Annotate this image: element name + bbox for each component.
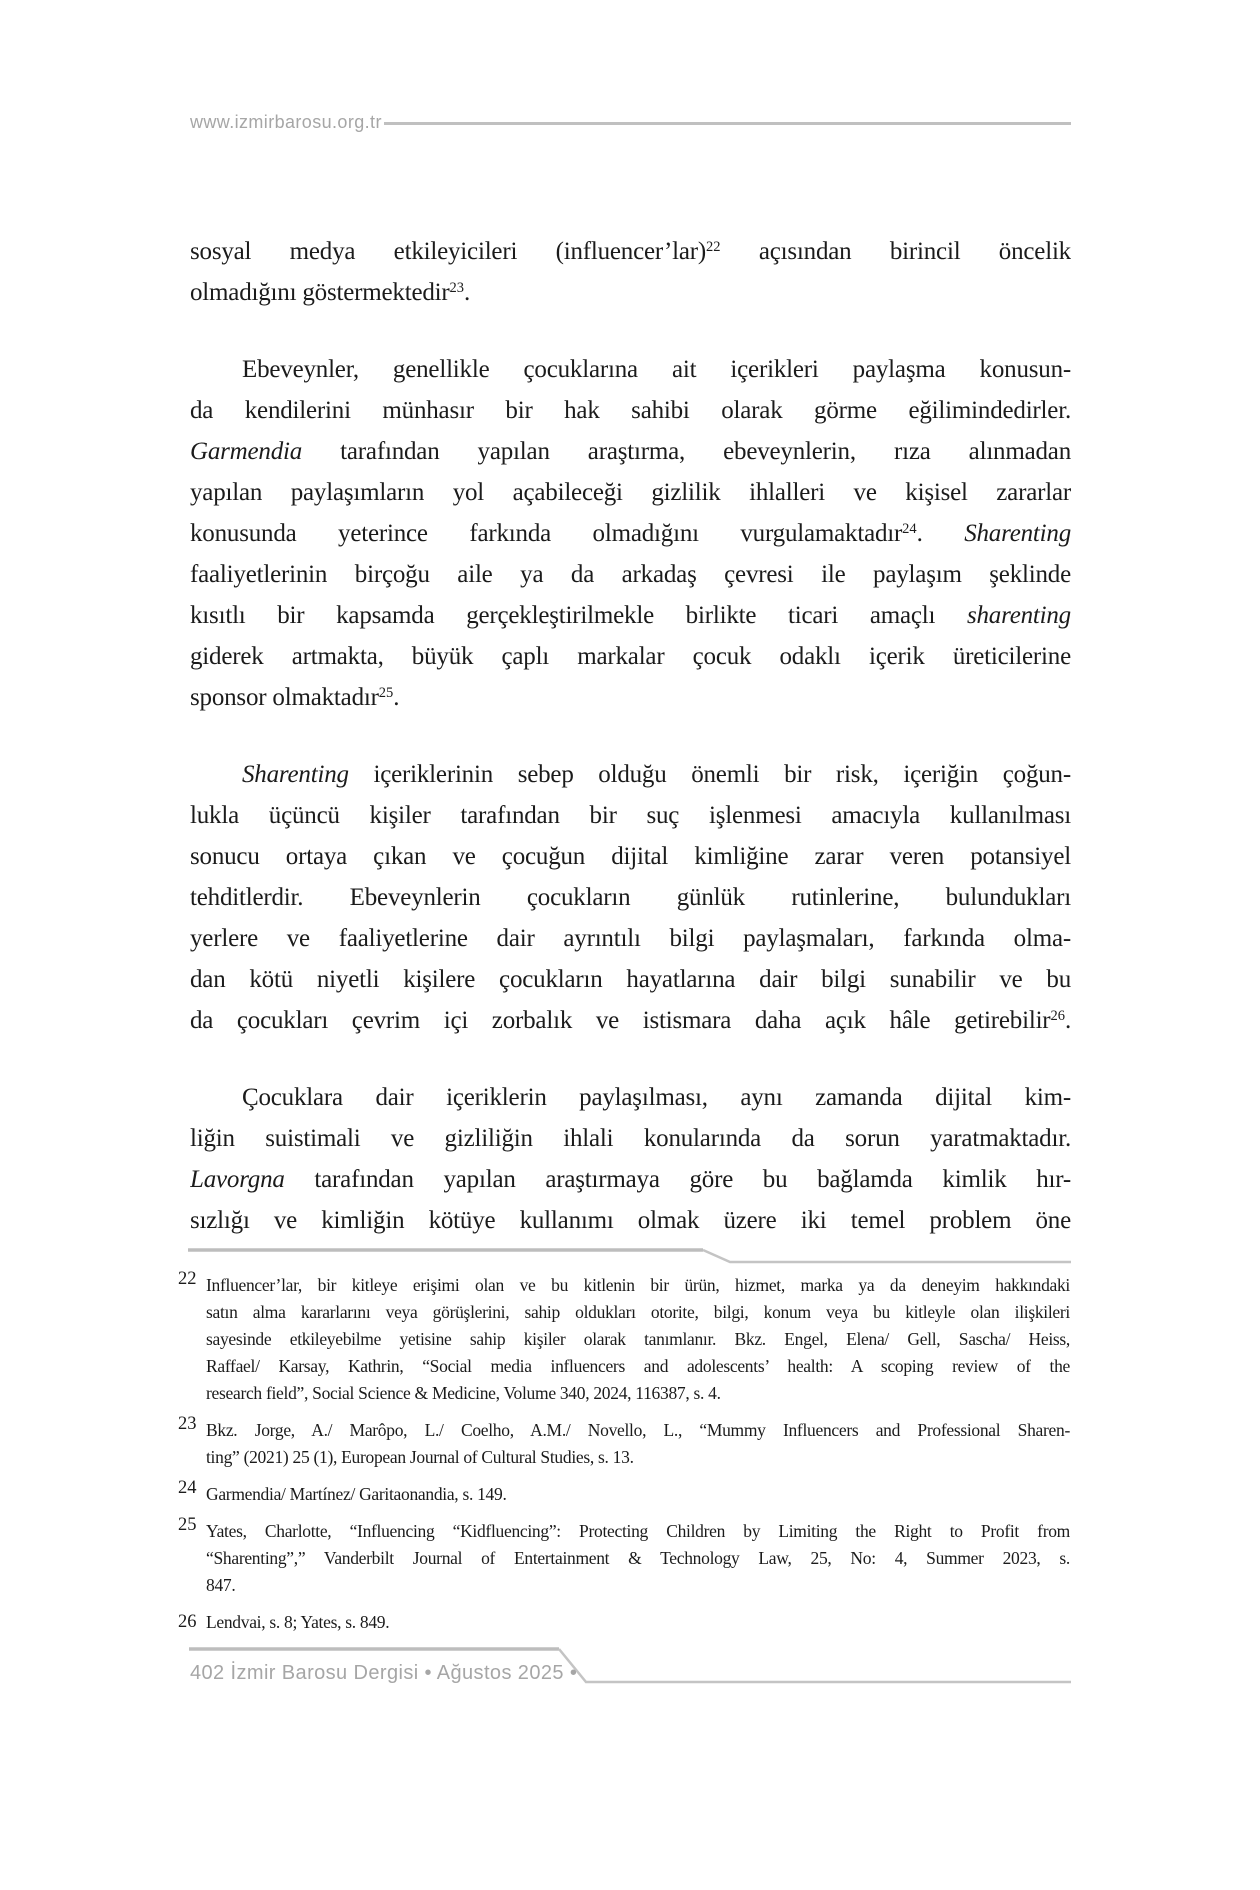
footnote-line: Influencer’lar, bir kitleye erişimi olan ve bu kitlenin bir ürün, hizmet, marka ya da deneyim hakkındaki bbox=[206, 1275, 1070, 1295]
page-header bbox=[190, 112, 1071, 133]
footnote-number: 24 bbox=[178, 1478, 197, 1498]
footnote bbox=[178, 1269, 1070, 1407]
text-segment: sharenting bbox=[966, 602, 1071, 629]
text-line bbox=[190, 1200, 1071, 1241]
text-segment: sponsor olmaktadır bbox=[190, 684, 379, 711]
footnote-text bbox=[206, 1272, 1070, 1407]
text-line bbox=[190, 754, 1071, 795]
footer-page-info: 402 İzmir Barosu Dergisi • Ağustos 2025 • bbox=[190, 1662, 578, 1684]
footnote-ref: 24 bbox=[902, 521, 917, 538]
footnote bbox=[178, 1609, 1070, 1636]
text-segment: . bbox=[464, 279, 471, 306]
text-segment: faaliyetlerinin birçoğu aile ya da arkadaş çevresi ile paylaşım şeklinde bbox=[190, 561, 1071, 588]
text-segment: dan kötü niyetli kişilere çocukların hayatlarına dair bilgi sunabilir ve bu bbox=[190, 966, 1071, 993]
text-segment: tehditlerdir. Ebeveynlerin çocukların günlük rutinlerine, bulundukları bbox=[190, 884, 1071, 911]
text-line bbox=[190, 272, 1071, 313]
body-paragraph bbox=[190, 754, 1071, 1041]
footnote-line: research field”, Social Science & Medicine, Volume 340, 2024, 116387, s. 4. bbox=[206, 1383, 721, 1403]
footnote-text bbox=[206, 1609, 1070, 1636]
text-segment: Garmendia bbox=[190, 438, 303, 465]
footnote-separator-rule bbox=[187, 1247, 1077, 1267]
footnote-ref: 23 bbox=[449, 280, 465, 297]
text-segment: . bbox=[916, 520, 965, 547]
footnote-line: Lendvai, s. 8; Yates, s. 849. bbox=[206, 1612, 390, 1632]
text-segment: lukla üçüncü kişiler tarafından bir suç işlenmesi amacıyla kullanılması bbox=[190, 802, 1071, 829]
text-segment: liğin suistimali ve gizliliğin ihlali konularında da sorun yaratmaktadır. bbox=[190, 1125, 1071, 1152]
text-segment: içeriklerinin sebep olduğu önemli bir risk, içeriğin çoğun- bbox=[348, 761, 1071, 788]
text-segment: sızlığı ve kimliğin kötüye kullanımı olmak üzere iki temel problem öne bbox=[190, 1207, 1071, 1234]
header-rule bbox=[384, 122, 1071, 125]
footnote-line: Bkz. Jorge, A./ Marôpo, L./ Coelho, A.M./ Novello, L., “Mummy Influencers and Professional Sharen- bbox=[206, 1420, 1070, 1440]
text-segment: açısından birincil öncelik bbox=[720, 238, 1071, 265]
text-line bbox=[190, 1077, 1071, 1118]
text-line bbox=[190, 554, 1071, 595]
text-line bbox=[190, 918, 1071, 959]
text-line bbox=[190, 877, 1071, 918]
footnote-number: 26 bbox=[178, 1612, 197, 1632]
footnote-ref: 26 bbox=[1050, 1008, 1065, 1025]
footnote-line: Raffael/ Karsay, Kathrin, “Social media influencers and adolescents’ health: A scoping review of the bbox=[206, 1356, 1070, 1376]
text-segment: konusunda yeterince farkında olmadığını vurgulamaktadır bbox=[190, 520, 903, 547]
text-segment: Lavorgna bbox=[190, 1166, 285, 1193]
text-line bbox=[190, 431, 1071, 472]
text-segment: olmadığını göstermektedir bbox=[190, 279, 450, 306]
text-line bbox=[190, 795, 1071, 836]
text-segment: Ebeveynler, genellikle çocuklarına ait içerikleri paylaşma konusun- bbox=[242, 356, 1071, 383]
footnote-line: 847. bbox=[206, 1575, 236, 1595]
text-segment: kısıtlı bir kapsamda gerçekleştirilmekle birlikte ticari amaçlı bbox=[190, 602, 967, 629]
text-line bbox=[190, 231, 1071, 272]
header-url: www.izmirbarosu.org.tr bbox=[190, 112, 382, 132]
footnote-text bbox=[206, 1481, 1070, 1508]
text-segment: Sharenting bbox=[964, 520, 1071, 547]
text-line bbox=[190, 1000, 1071, 1041]
text-segment: Çocuklara dair içeriklerin paylaşılması, aynı zamanda dijital kim- bbox=[242, 1084, 1071, 1111]
text-line bbox=[190, 959, 1071, 1000]
text-segment: da çocukları çevrim içi zorbalık ve istismara daha açık hâle getirebilir bbox=[190, 1007, 1051, 1034]
footnote-line: sayesinde etkileyebilme yetisine sahip kişiler olarak tanımlanır. Bkz. Engel, Elena/ Gell, Sascha/ Heiss, bbox=[206, 1329, 1070, 1349]
footnote bbox=[178, 1515, 1070, 1599]
footnote-line: satın alma kararlarını veya görüşlerini, sahip oldukları otorite, bilgi, konum veya bu kitleyle olan ilişkileri bbox=[206, 1302, 1070, 1322]
text-segment: sonucu ortaya çıkan ve çocuğun dijital kimliğine zarar veren potansiyel bbox=[190, 843, 1071, 870]
text-line bbox=[190, 836, 1071, 877]
text-line bbox=[190, 1159, 1071, 1200]
footnote-ref: 22 bbox=[705, 239, 721, 256]
footnote-line: Yates, Charlotte, “Influencing “Kidfluencing”: Protecting Children by Limiting the Right to Profit from bbox=[206, 1521, 1070, 1541]
text-segment: yerlere ve faaliyetlerine dair ayrıntılı bilgi paylaşmaları, farkında olma- bbox=[190, 925, 1071, 952]
body-paragraph bbox=[190, 231, 1071, 313]
footnote bbox=[178, 1414, 1070, 1471]
text-segment: tarafından yapılan araştırma, ebeveynlerin, rıza alınmadan bbox=[302, 438, 1071, 465]
text-segment: sosyal medya etkileyicileri (influencer’lar) bbox=[190, 238, 706, 265]
text-line bbox=[190, 513, 1071, 554]
footnote-number: 25 bbox=[178, 1515, 197, 1535]
body-paragraph bbox=[190, 349, 1071, 718]
text-segment: giderek artmakta, büyük çaplı markalar çocuk odaklı içerik üreticilerine bbox=[190, 643, 1071, 670]
footnote-line: ting” (2021) 25 (1), European Journal of Cultural Studies, s. 13. bbox=[206, 1447, 634, 1467]
text-segment: Sharenting bbox=[242, 761, 349, 788]
footnote bbox=[178, 1478, 1070, 1508]
text-segment: yapılan paylaşımların yol açabileceği gizlilik ihlalleri ve kişisel zararlar bbox=[190, 479, 1071, 506]
footnote-number: 23 bbox=[178, 1414, 197, 1434]
text-segment: da kendilerini münhasır bir hak sahibi olarak görme eğilimindedirler. bbox=[190, 397, 1071, 424]
body-paragraph bbox=[190, 1077, 1071, 1241]
footnote-line: Garmendia/ Martínez/ Garitaonandia, s. 149. bbox=[206, 1484, 507, 1504]
footnote-text bbox=[206, 1518, 1070, 1599]
footnote-text bbox=[206, 1417, 1070, 1471]
text-line bbox=[190, 472, 1071, 513]
text-line bbox=[190, 349, 1071, 390]
article-body bbox=[190, 231, 1071, 1241]
footnote-number: 22 bbox=[178, 1269, 197, 1289]
text-line bbox=[190, 390, 1071, 431]
footnotes-section bbox=[178, 1269, 1070, 1636]
text-segment: . bbox=[1064, 1007, 1071, 1034]
text-line bbox=[190, 595, 1071, 636]
footnote-ref: 25 bbox=[378, 685, 394, 702]
text-segment: . bbox=[393, 684, 400, 711]
text-segment: tarafından yapılan araştırmaya göre bu bağlamda kimlik hır- bbox=[284, 1166, 1071, 1193]
text-line bbox=[190, 677, 1071, 718]
text-line bbox=[190, 1118, 1071, 1159]
footnote-line: “Sharenting”,” Vanderbilt Journal of Entertainment & Technology Law, 25, No: 4, Summer 2023, s. bbox=[206, 1548, 1070, 1568]
text-line bbox=[190, 636, 1071, 677]
